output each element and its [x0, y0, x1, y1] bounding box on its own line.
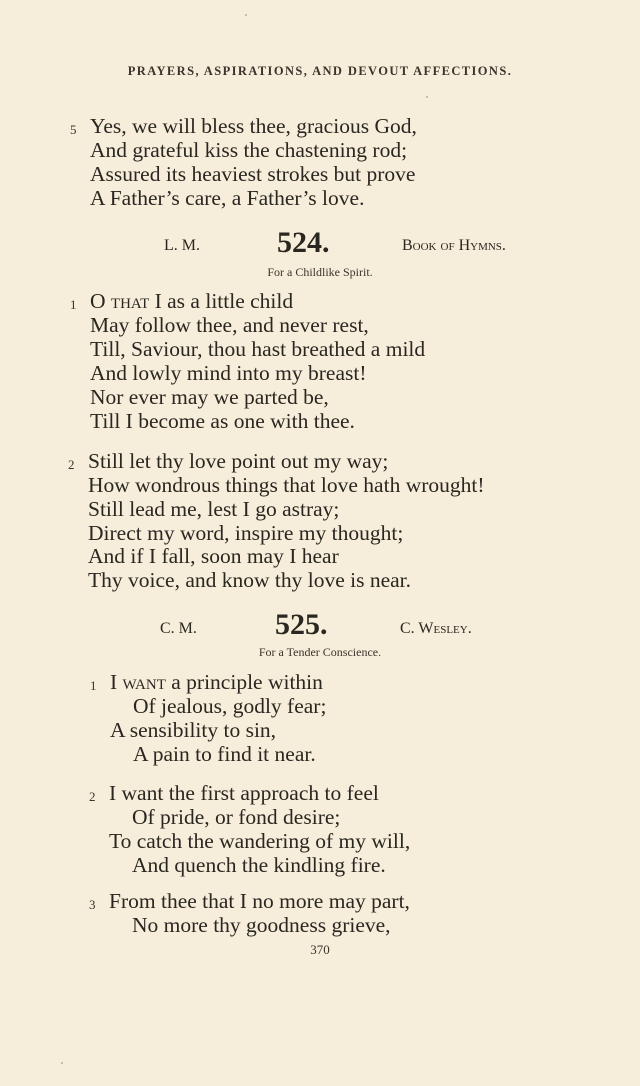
verse-line: Of jealous, godly fear; — [133, 694, 327, 718]
stanza-number: 1 — [70, 297, 77, 312]
verse-line: And quench the kindling fire. — [132, 853, 386, 877]
paper-speck — [245, 14, 247, 16]
hymn-source: Book of Hymns. — [402, 237, 506, 254]
verse-line: Still let thy love point out my way; — [88, 449, 389, 473]
verse-line: Thy voice, and know thy love is near. — [88, 568, 412, 592]
verse-opening-words: want — [122, 670, 166, 694]
paper-speck — [61, 1062, 63, 1064]
hymn-number: 525. — [275, 608, 328, 641]
verse-line: I want the first approach to feel — [109, 781, 379, 805]
verse-line-rest: a principle within — [165, 670, 323, 694]
stanza-number: 5 — [70, 122, 77, 137]
hymn-author: C. Wesley. — [400, 620, 472, 637]
verse-line: Till I become as one with thee. — [90, 409, 355, 433]
paper-speck — [426, 96, 428, 98]
running-head: PRAYERS, ASPIRATIONS, AND DEVOUT AFFECTIONS. — [127, 64, 513, 78]
verse-line: A sensibility to sin, — [110, 718, 277, 742]
stanza-number: 2 — [68, 457, 75, 472]
verse-line-pre: I — [110, 670, 123, 694]
verse-line — [110, 670, 323, 695]
stanza-number: 2 — [89, 789, 96, 804]
verse-line: And if I fall, soon may I hear — [88, 544, 339, 568]
verse-line: How wondrous things that love hath wrought! — [88, 473, 485, 497]
hymn-meter: C. M. — [160, 620, 197, 637]
verse-line: Of pride, or fond desire; — [132, 805, 341, 829]
stanza-number: 3 — [89, 897, 96, 912]
hymn-meter: L. M. — [164, 237, 200, 254]
verse-line: Still lead me, lest I go astray; — [88, 497, 340, 521]
verse-line: From thee that I no more may part, — [109, 889, 410, 913]
verse-opening-words: O that — [90, 289, 150, 313]
verse-line: A Father’s care, a Father’s love. — [90, 186, 365, 210]
verse-line — [90, 289, 293, 314]
hymn-subtitle: For a Tender Conscience. — [258, 645, 382, 659]
verse-line: And grateful kiss the chastening rod; — [90, 138, 408, 162]
verse-line: Till, Saviour, thou hast breathed a mild — [90, 337, 426, 361]
verse-line: Direct my word, inspire my thought; — [88, 521, 404, 545]
hymn-subtitle: For a Childlike Spirit. — [267, 265, 373, 279]
verse-line: To catch the wandering of my will, — [109, 829, 411, 853]
verse-line: Yes, we will bless thee, gracious God, — [90, 114, 417, 138]
hymn-number: 524. — [277, 226, 330, 259]
verse-line: May follow thee, and never rest, — [90, 313, 369, 337]
page-number: 370 — [310, 942, 330, 957]
verse-line-rest: I as a little child — [149, 289, 294, 313]
verse-line: Assured its heaviest strokes but prove — [90, 162, 416, 186]
verse-line: Nor ever may we parted be, — [90, 385, 329, 409]
verse-line: A pain to find it near. — [133, 742, 316, 766]
stanza-number: 1 — [90, 678, 97, 693]
verse-line: And lowly mind into my breast! — [90, 361, 367, 385]
verse-line: No more thy goodness grieve, — [132, 913, 391, 937]
